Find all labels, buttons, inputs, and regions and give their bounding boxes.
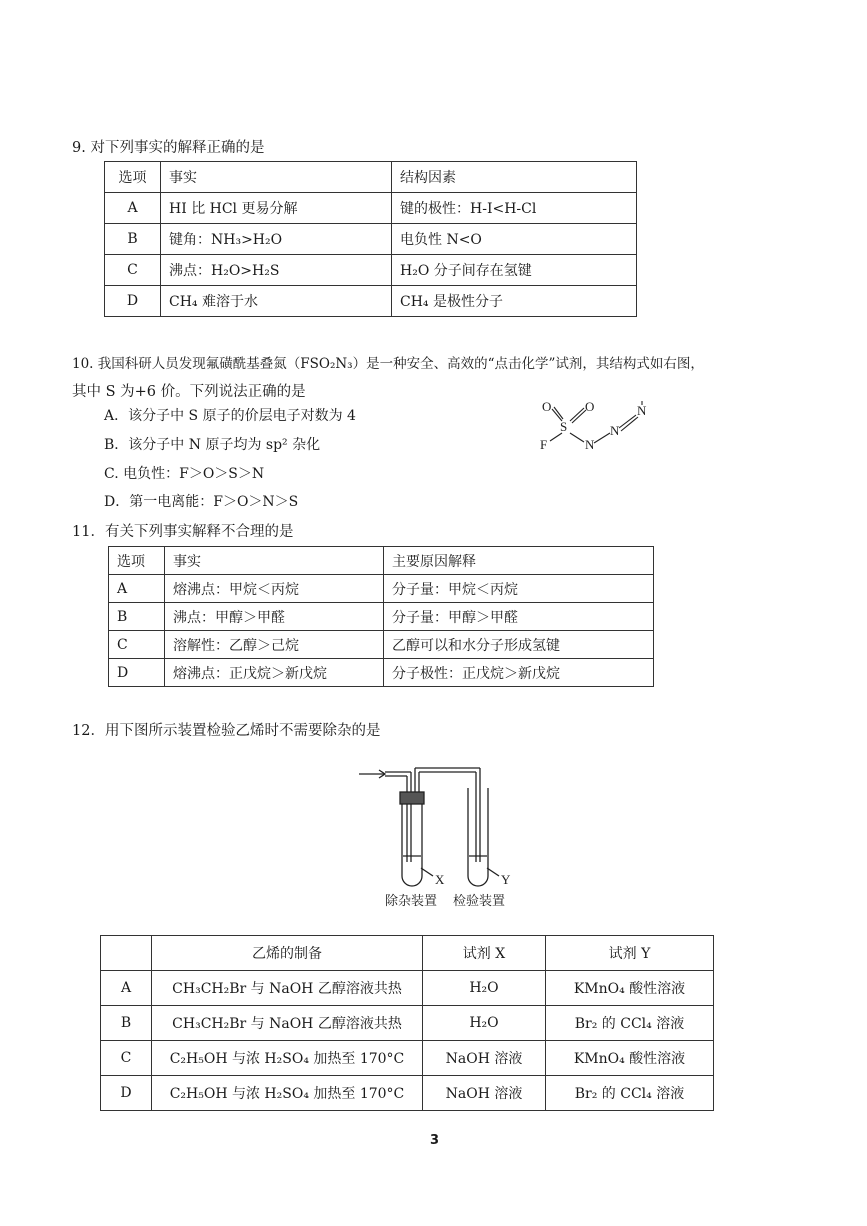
q10-stem-line1: 10. 我国科研人员发现氟磺酰基叠氮（FSO₂N₃）是一种安全、高效的“点击化学”试剂，其结构式如右图， [72, 356, 704, 372]
table-row [105, 255, 637, 286]
q11-cell: 沸点：甲醇＞甲醛 [165, 603, 384, 631]
q9-cell: B [105, 224, 161, 255]
table-row [105, 286, 637, 317]
q12-cell: NaOH 溶液 [423, 1041, 546, 1076]
q10-option-c: C. 电负性：F＞O＞S＞N [104, 466, 265, 482]
q9-cell: A [105, 193, 161, 224]
q12-cell: Br₂ 的 CCl₄ 溶液 [546, 1006, 714, 1041]
q12-cell: C [101, 1041, 152, 1076]
q12-stem: 12．用下图所示装置检验乙烯时不需要除杂的是 [72, 723, 381, 739]
table-row [101, 1076, 714, 1111]
table-row [109, 603, 654, 631]
q9-header-factor: 结构因素 [392, 162, 637, 193]
table-row [109, 631, 654, 659]
table-row [109, 575, 654, 603]
reagent-x-label: X [435, 872, 445, 887]
q11-cell: 溶解性：乙醇＞己烷 [165, 631, 384, 659]
q9-stem: 9. 对下列事实的解释正确的是 [72, 140, 265, 156]
page-number: 3 [430, 1133, 440, 1148]
q10-option-b: B．该分子中 N 原子均为 sp² 杂化 [104, 437, 321, 453]
q12-cell: C₂H₅OH 与浓 H₂SO₄ 加热至 170°C [152, 1076, 423, 1111]
q11-stem: 11．有关下列事实解释不合理的是 [72, 524, 294, 540]
q12-cell: B [101, 1006, 152, 1041]
q12-cell: CH₃CH₂Br 与 NaOH 乙醇溶液共热 [152, 971, 423, 1006]
q11-cell: B [109, 603, 165, 631]
q12-header-prep: 乙烯的制备 [152, 936, 423, 971]
q11-cell: 分子极性：正戊烷＞新戊烷 [384, 659, 654, 687]
purification-device-label: 除杂装置 [385, 894, 438, 909]
q9-cell: D [105, 286, 161, 317]
q11-cell: A [109, 575, 165, 603]
q12-cell: KMnO₄ 酸性溶液 [546, 1041, 714, 1076]
detection-device-label: 检验装置 [453, 894, 506, 909]
q12-cell: C₂H₅OH 与浓 H₂SO₄ 加热至 170°C [152, 1041, 423, 1076]
q9-cell: CH₄ 是极性分子 [392, 286, 637, 317]
q9-cell: HI 比 HCl 更易分解 [161, 193, 392, 224]
atom-o: O [542, 399, 552, 414]
table-row [109, 659, 654, 687]
atom-s: S [560, 419, 568, 434]
q9-cell: C [105, 255, 161, 286]
q10-option-a: A．该分子中 S 原子的价层电子对数为 4 [104, 408, 356, 424]
q11-header-fact: 事实 [165, 547, 384, 575]
q11-header-option: 选项 [109, 547, 165, 575]
table-row [101, 971, 714, 1006]
table-row [101, 1006, 714, 1041]
q12-cell: H₂O [423, 1006, 546, 1041]
q11-header-reason: 主要原因解释 [384, 547, 654, 575]
q9-cell: 键角：NH₃>H₂O [161, 224, 392, 255]
atom-n: N [610, 423, 620, 438]
q9-cell: CH₄ 难溶于水 [161, 286, 392, 317]
q11-table [108, 546, 654, 687]
q9-cell: H₂O 分子间存在氢键 [392, 255, 637, 286]
fso2n3-structure-diagram [530, 395, 660, 455]
q12-header-x: 试剂 X [423, 936, 546, 971]
q12-cell: CH₃CH₂Br 与 NaOH 乙醇溶液共热 [152, 1006, 423, 1041]
atom-o: O [585, 399, 595, 414]
q12-cell: KMnO₄ 酸性溶液 [546, 971, 714, 1006]
q12-cell: A [101, 971, 152, 1006]
q9-cell: 键的极性：H-I<H-Cl [392, 193, 637, 224]
q9-header-fact: 事实 [161, 162, 392, 193]
q11-cell: C [109, 631, 165, 659]
q12-cell: H₂O [423, 971, 546, 1006]
q11-cell: 熔沸点：正戊烷＞新戊烷 [165, 659, 384, 687]
ethylene-apparatus-diagram [355, 758, 535, 913]
q12-cell: D [101, 1076, 152, 1111]
q12-header-empty [101, 936, 152, 971]
atom-n: N [585, 437, 595, 452]
q10-option-d: D．第一电离能：F＞O＞N＞S [104, 494, 299, 510]
reagent-y-label: Y [501, 872, 511, 887]
q12-table [100, 935, 714, 1111]
q11-cell: 熔沸点：甲烷＜丙烷 [165, 575, 384, 603]
q12-cell: Br₂ 的 CCl₄ 溶液 [546, 1076, 714, 1111]
q9-cell: 沸点：H₂O>H₂S [161, 255, 392, 286]
q11-cell: 分子量：甲烷＜丙烷 [384, 575, 654, 603]
table-row [105, 193, 637, 224]
q11-cell: 分子量：甲醇＞甲醛 [384, 603, 654, 631]
q9-cell: 电负性 N<O [392, 224, 637, 255]
q9-table [104, 161, 637, 317]
q9-header-option: 选项 [105, 162, 161, 193]
q12-cell: NaOH 溶液 [423, 1076, 546, 1111]
atom-f: F [540, 437, 548, 452]
q10-stem-line2: 其中 S 为+6 价。下列说法正确的是 [72, 384, 306, 400]
atom-n: N [637, 403, 647, 418]
table-row [101, 1041, 714, 1076]
q11-cell: D [109, 659, 165, 687]
q11-cell: 乙醇可以和水分子形成氢键 [384, 631, 654, 659]
q12-header-y: 试剂 Y [546, 936, 714, 971]
table-row [105, 224, 637, 255]
